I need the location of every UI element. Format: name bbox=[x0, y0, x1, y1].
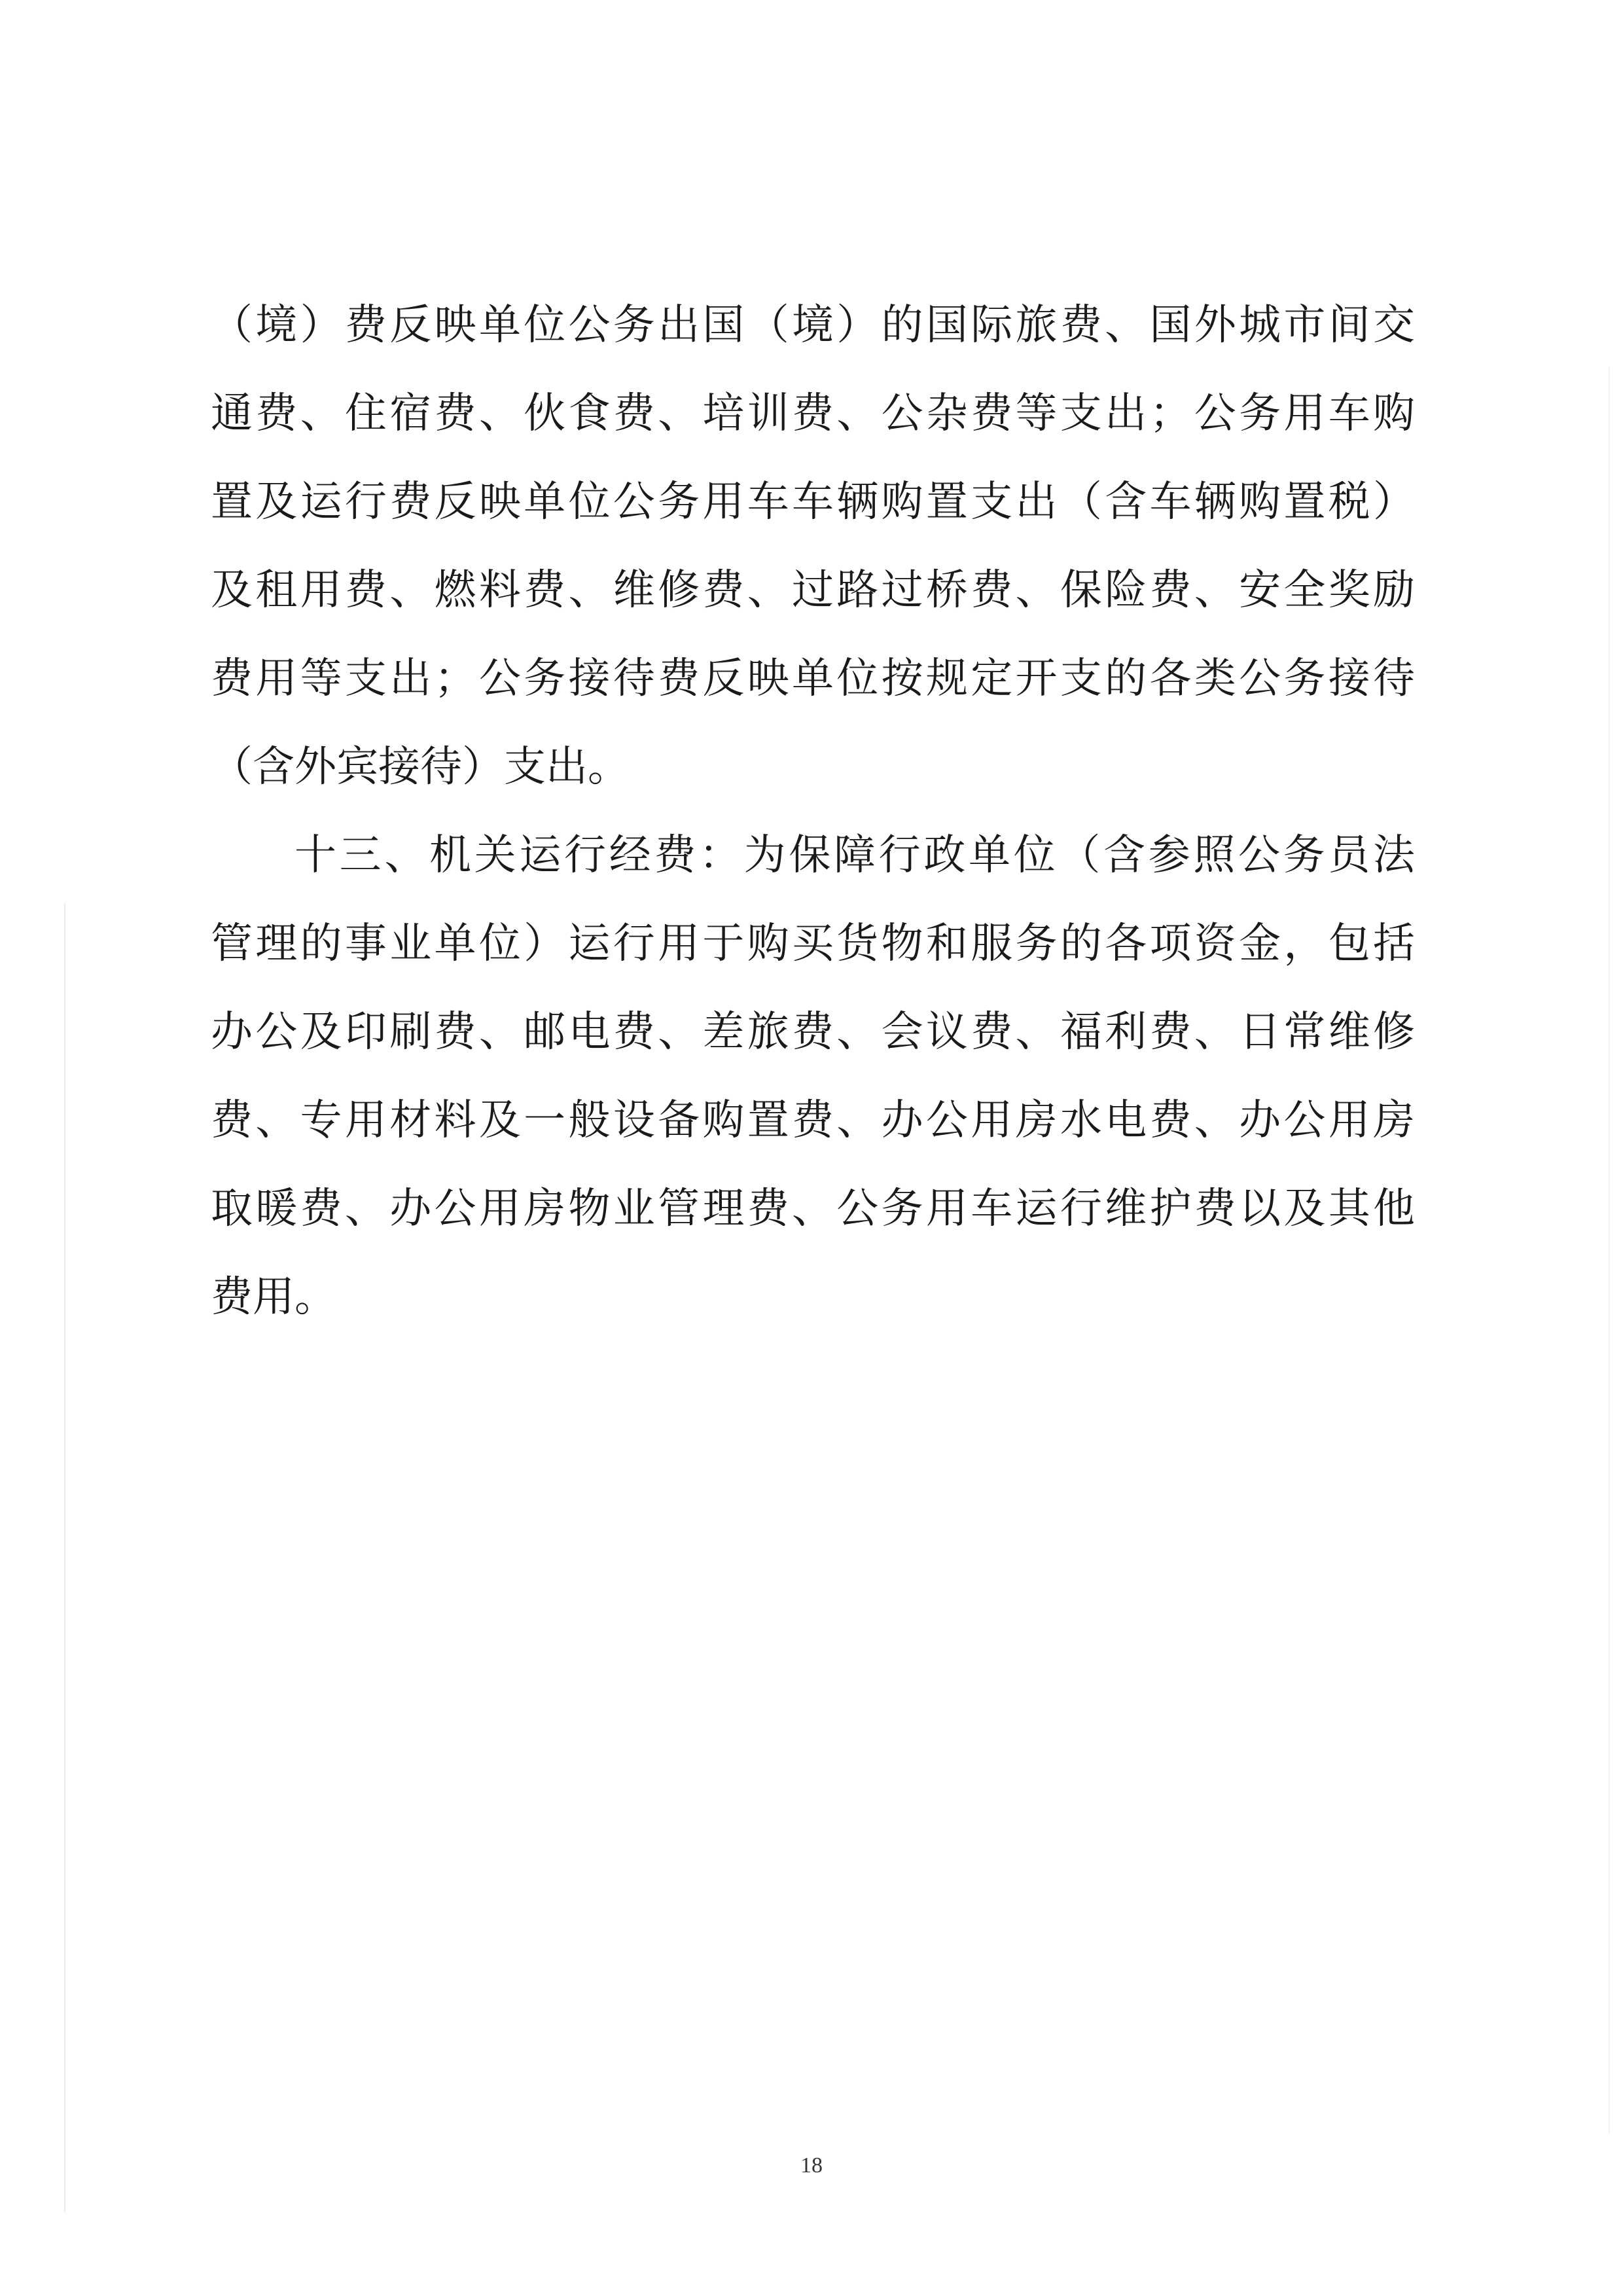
text-line: 费、专用材料及一般设备购置费、办公用房水电费、办公用房 bbox=[211, 1096, 1415, 1145]
text-line: 费用。 bbox=[211, 1273, 336, 1321]
scan-edge-mark bbox=[64, 903, 65, 2212]
scan-edge-mark-right bbox=[1609, 367, 1610, 2134]
text-line: 办公及印刷费、邮电费、差旅费、会议费、福利费、日常维修 bbox=[211, 1008, 1415, 1056]
text-line: （境）费反映单位公务出国（境）的国际旅费、国外城市间交 bbox=[211, 301, 1415, 350]
text-line: 通费、住宿费、伙食费、培训费、公杂费等支出；公务用车购 bbox=[211, 389, 1415, 438]
text-line: （含外宾接待）支出。 bbox=[211, 743, 630, 791]
text-line: 管理的事业单位）运行用于购买货物和服务的各项资金，包括 bbox=[211, 920, 1415, 968]
page-number: 18 bbox=[800, 2153, 823, 2178]
text-line: 置及运行费反映单位公务用车车辆购置支出（含车辆购置税） bbox=[211, 478, 1415, 526]
text-line: 费用等支出；公务接待费反映单位按规定开支的各类公务接待 bbox=[211, 655, 1415, 703]
text-line: 取暖费、办公用房物业管理费、公务用车运行维护费以及其他 bbox=[211, 1185, 1415, 1233]
section-heading-line: 十三、机关运行经费：为保障行政单位（含参照公务员法 bbox=[294, 831, 1415, 880]
text-line: 及租用费、燃料费、维修费、过路过桥费、保险费、安全奖励 bbox=[211, 566, 1415, 615]
body-text bbox=[211, 281, 1415, 1342]
